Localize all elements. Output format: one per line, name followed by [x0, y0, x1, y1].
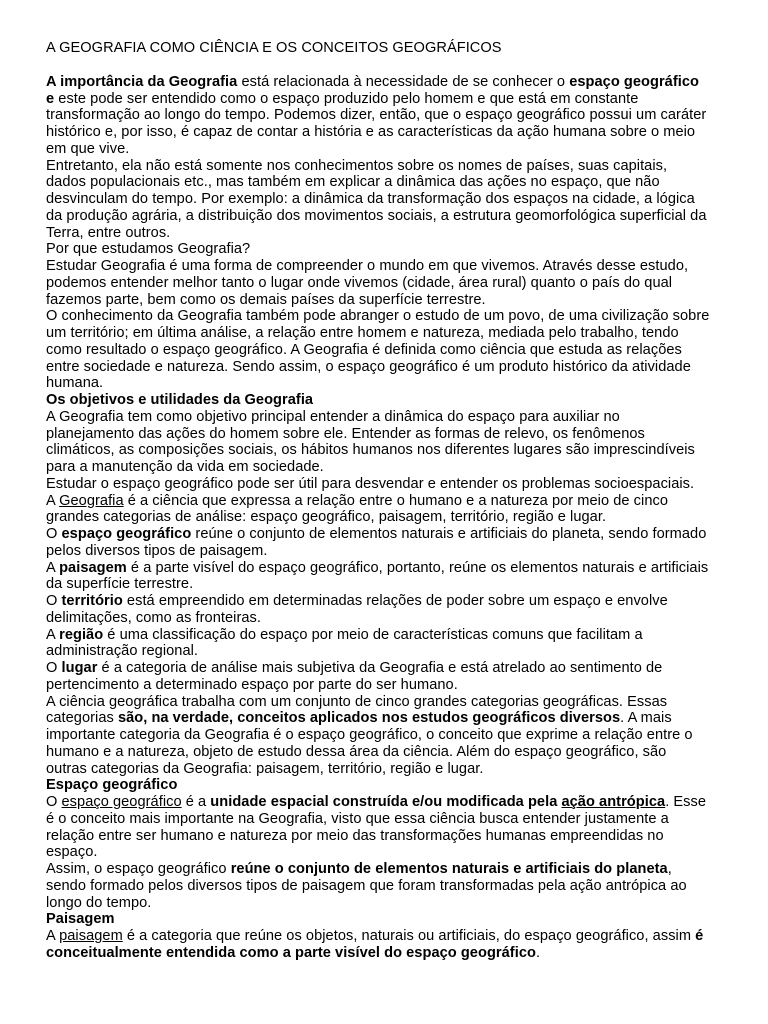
text-run: território: [61, 593, 123, 609]
text-run: este pode ser entendido como o espaço produzido pelo homem e que está em constante transformação ao longo do tempo. Podemos dizer, então, que o espaço geográfico possui um caráter histórico e, por isso, é capaz de contar a história e as características da ação humana sobre o meio em que vive.: [46, 90, 707, 157]
paragraph: [46, 526, 710, 560]
paragraph: [46, 861, 710, 911]
text-run: A importância da Geografia: [46, 73, 238, 90]
text-run: . A mais importante categoria da Geografia é o espaço geográfico, o conceito que exprime a relação entre o humano e a natureza, objeto de estudo dessa área da ciência. Além do espaço geográfico, são outras categorias da Geografia: paisagem, território, região e lugar.: [46, 710, 693, 777]
paragraph: [46, 241, 710, 258]
text-run: A ciência geográfica trabalha com um conjunto de cinco grandes categorias geográficas. Essas categorias: [46, 693, 668, 727]
section-heading: [46, 392, 710, 409]
text-run: Por que estudamos Geografia?: [46, 241, 251, 258]
text-run: espaço geográfico: [61, 526, 192, 542]
text-run: A: [46, 928, 60, 944]
text-run: é a: [181, 794, 211, 810]
section-heading: [46, 911, 710, 928]
text-run: Entretanto, ela não está somente nos conhecimentos sobre os nomes de países, suas capitais, dados populacionais etc., mas também em explicar a dinâmica das ações no espaço, que não desvinculam do tempo. Por exemplo: a dinâmica da transformação dos espaços na cidade, a lógica da produção agrária, a distribuição dos movimentos sociais, a estrutura geomorfológica superficial da Terra, entre outros.: [46, 157, 707, 241]
text-run: Os objetivos e utilidades da Geografia: [46, 392, 314, 408]
text-run: Estudar o espaço geográfico pode ser útil para desvendar e entender os problemas socioespaciais.: [46, 475, 695, 492]
text-run: reúne o conjunto de elementos naturais e artificiais do planeta, sendo formado pelos diversos tipos de paisagem.: [46, 526, 707, 559]
document-title: A GEOGRAFIA COMO CIÊNCIA E OS CONCEITOS GEOGRÁFICOS: [46, 40, 502, 56]
paragraph: [46, 493, 710, 527]
text-run: A: [46, 492, 60, 509]
text-run: O: [46, 794, 62, 810]
paragraph: [46, 928, 710, 962]
paragraph: [46, 476, 710, 493]
text-run: Espaço geográfico: [46, 777, 178, 794]
text-run: região: [59, 626, 104, 643]
document-body: [46, 74, 710, 962]
text-run: A Geografia tem como objetivo principal entender a dinâmica do espaço para auxiliar no planejamento das ações do homem sobre ele. Entender as formas de relevo, os fenômenos climáticos, as composições sociais, os hábitos humanos nos diferentes lugares são imprescindíveis para a manutenção da vida em sociedade.: [46, 408, 695, 475]
text-run: espaço geográfico e: [46, 73, 699, 107]
text-run: , sendo formado pelos diversos tipos de paisagem que foram transformadas pela ação antrópica ao longo do tempo.: [46, 861, 687, 911]
text-run: Paisagem: [46, 911, 115, 928]
text-run: é conceitualmente entendida como a parte visível do espaço geográfico: [46, 928, 704, 961]
paragraph: [46, 794, 710, 861]
text-run: é uma classificação do espaço por meio de características comuns que facilitam a administração regional.: [46, 626, 643, 660]
text-run: O: [46, 593, 62, 609]
text-run: Geografia: [59, 492, 124, 509]
text-run: O conhecimento da Geografia também pode abranger o estudo de um povo, de uma civilização sobre um território; em última análise, a relação entre homem e natureza, mediada pelo trabalho, tendo como resultado o espaço geográfico. A Geografia é definida como ciência que estuda as relações entre sociedade e natureza. Sendo assim, o espaço geográfico é um produto histórico da atividade humana.: [46, 308, 710, 392]
paragraph: [46, 593, 710, 627]
text-run: é a categoria de análise mais subjetiva da Geografia e está atrelado ao sentimento de pertencimento a determinado espaço por parte do ser humano.: [46, 660, 663, 693]
text-run: unidade espacial construída e/ou modificada pela: [210, 794, 562, 810]
paragraph: [46, 258, 710, 308]
text-run: espaço geográfico: [61, 794, 182, 810]
text-run: O: [46, 526, 62, 542]
text-run: é a categoria que reúne os objetos, naturais ou artificiais, do espaço geográfico, assim: [122, 928, 696, 944]
paragraph: [46, 74, 710, 158]
text-run: reúne o conjunto de elementos naturais e artificiais do planeta: [230, 861, 668, 877]
text-run: .: [535, 944, 541, 961]
text-run: paisagem: [59, 559, 127, 576]
text-run: Estudar Geografia é uma forma de compreender o mundo em que vivemos. Através desse estudo, podemos entender melhor tanto o lugar onde vivemos (cidade, área rural) quanto o país do qual fazemos parte, bem como os demais países da superfície terrestre.: [46, 258, 689, 308]
paragraph: [46, 560, 710, 594]
text-run: A: [46, 559, 60, 576]
paragraph: [46, 308, 710, 392]
text-run: paisagem: [59, 928, 123, 944]
text-run: Assim, o espaço geográfico: [46, 861, 231, 877]
text-run: O: [46, 660, 62, 676]
paragraph: [46, 158, 710, 242]
section-heading: [46, 777, 710, 794]
text-run: é a parte visível do espaço geográfico, portanto, reúne os elementos naturais e artificiais da superfície terrestre.: [46, 559, 709, 593]
text-run: são, na verdade, conceitos aplicados nos estudos geográficos diversos: [117, 710, 621, 727]
text-run: lugar: [61, 660, 98, 676]
text-run: . Esse é o conceito mais importante na Geografia, visto que essa ciência busca entender justamente a relação entre ser humano e natureza por meio das transformações humanas empreendidas no espaço.: [46, 794, 707, 861]
text-run: está relacionada à necessidade de se conhecer o: [237, 73, 570, 90]
text-run: ação antrópica: [561, 794, 666, 810]
paragraph: [46, 409, 710, 476]
text-run: é a ciência que expressa a relação entre o humano e a natureza por meio de cinco grandes categorias de análise: espaço geográfico, paisagem, território, região e lugar.: [46, 492, 668, 526]
text-run: está empreendido em determinadas relações de poder sobre um espaço e envolve delimitações, como as fronteiras.: [46, 593, 668, 626]
paragraph: [46, 660, 710, 694]
paragraph: [46, 627, 710, 661]
paragraph: [46, 694, 710, 778]
text-run: A: [46, 626, 60, 643]
